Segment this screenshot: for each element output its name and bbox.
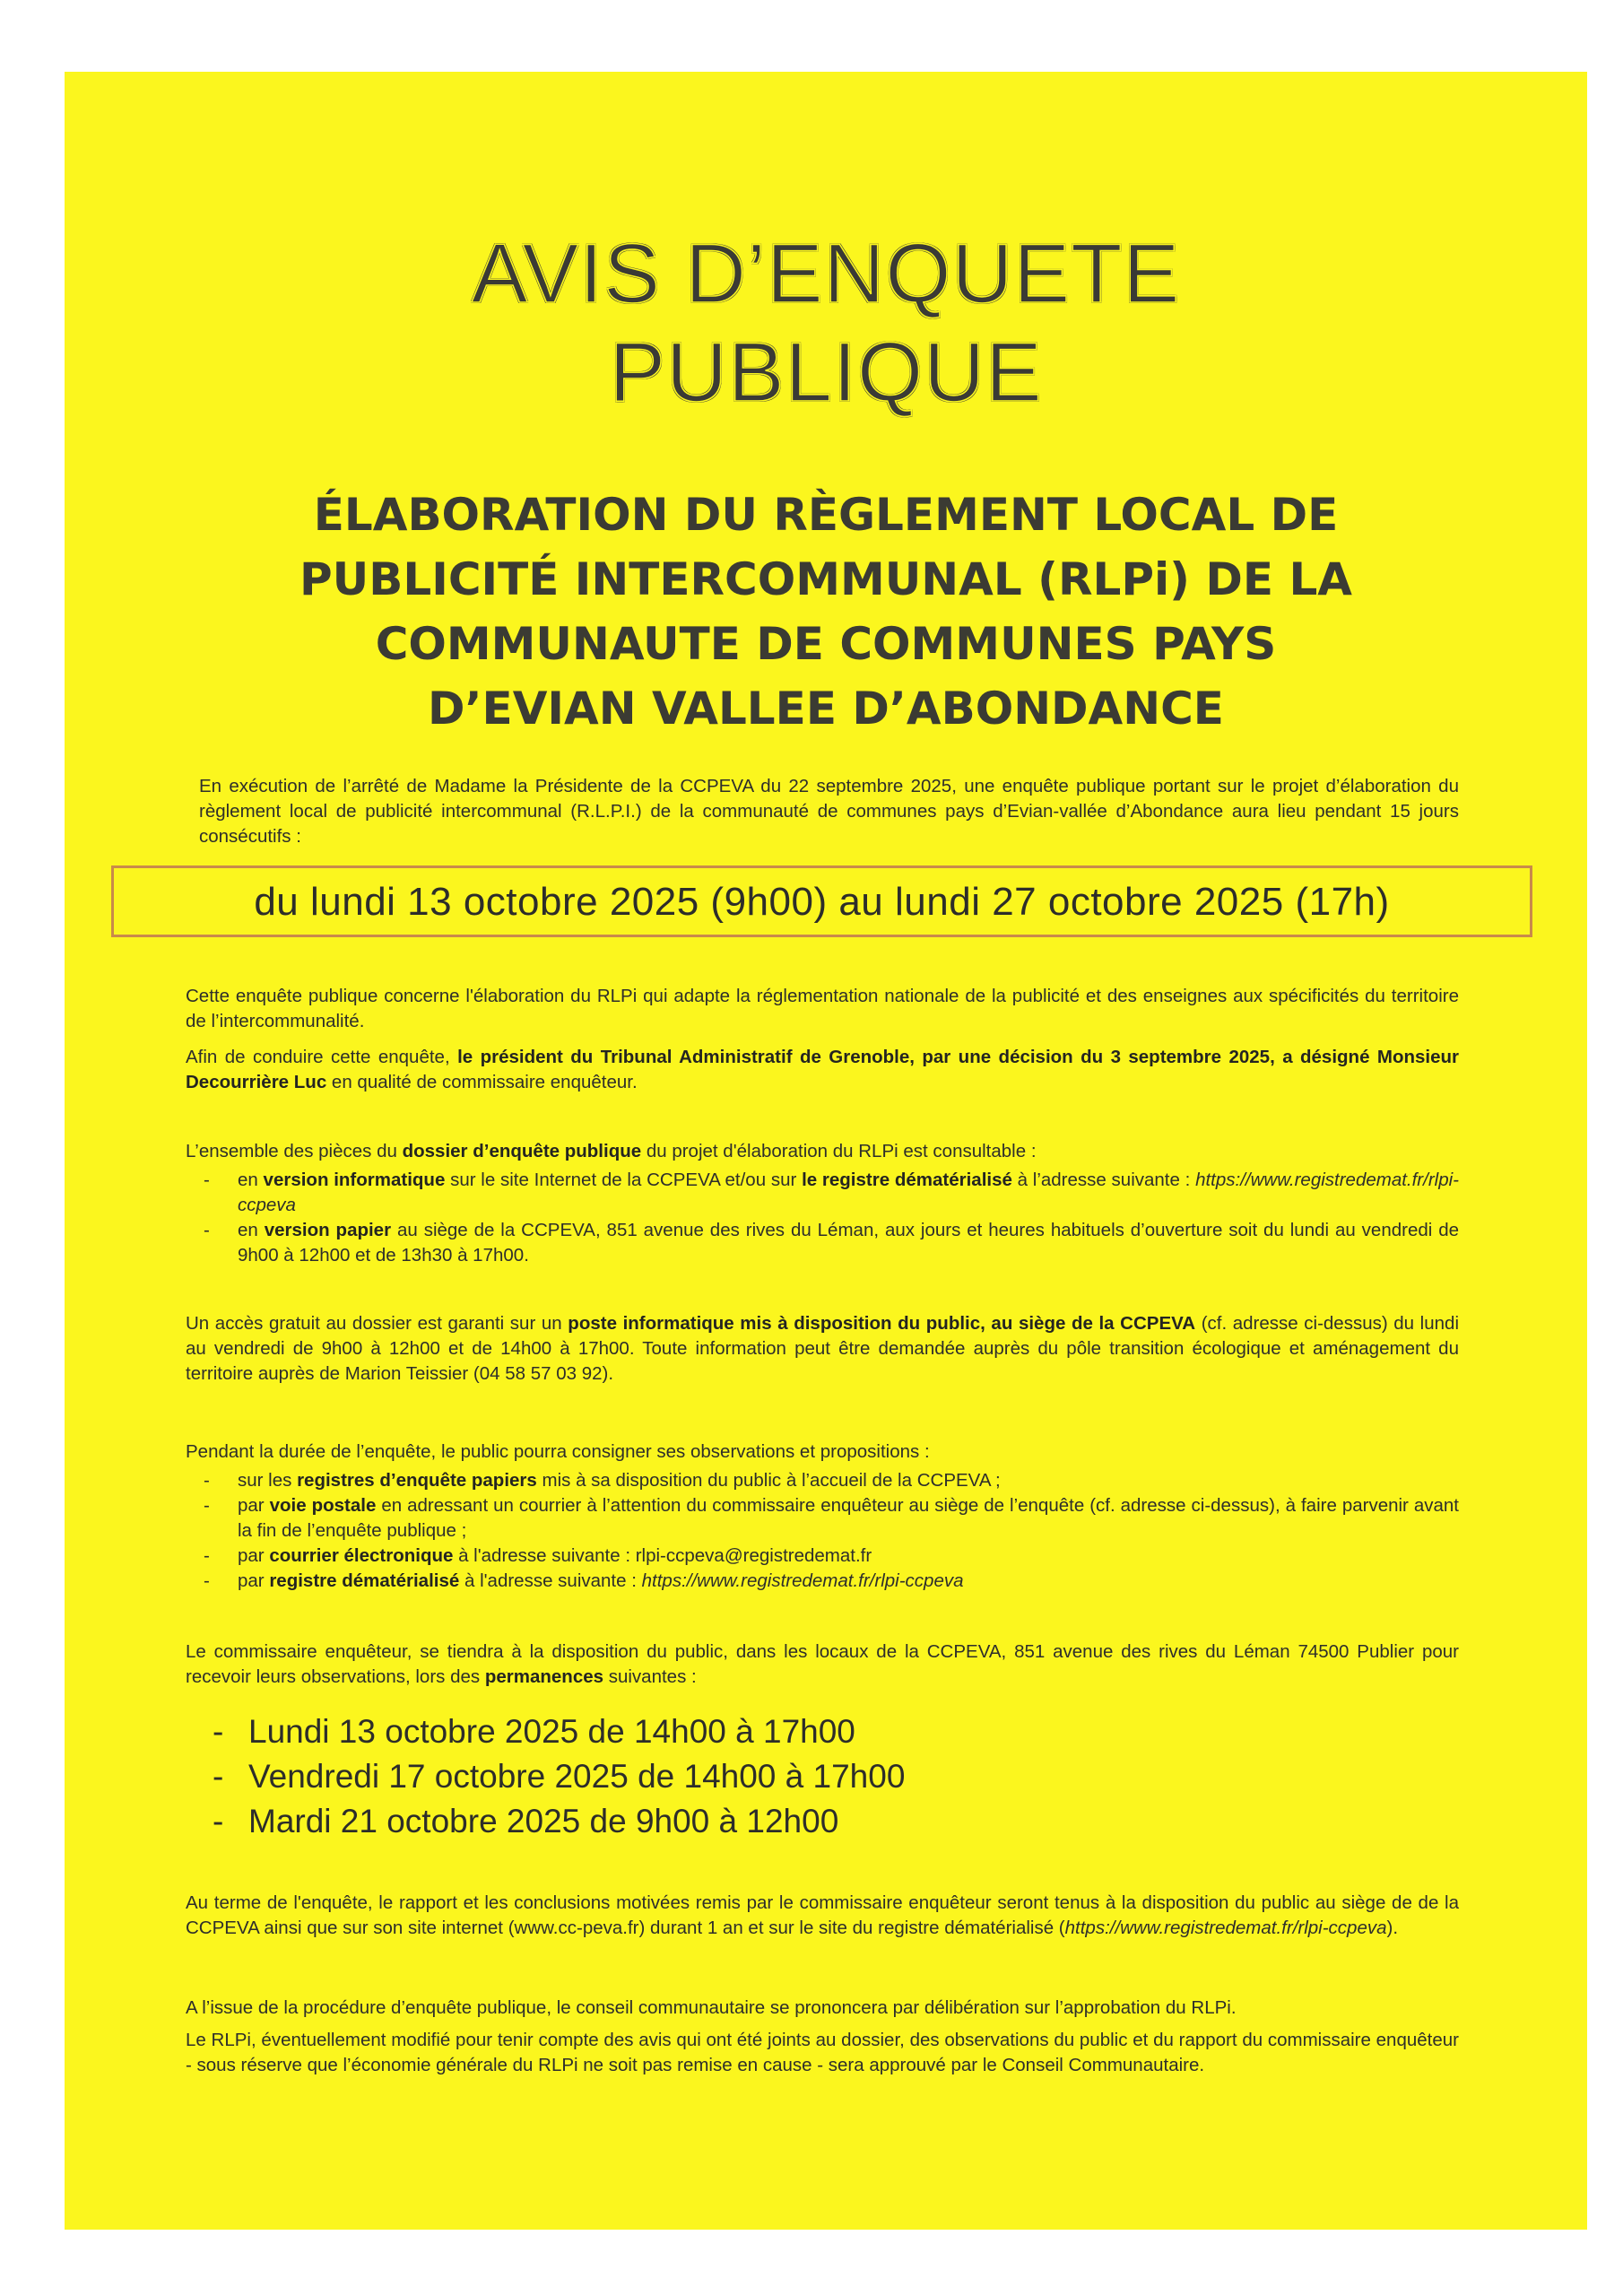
title-line-2: PUBLIQUE xyxy=(609,325,1043,419)
observations-paragraph xyxy=(186,1439,1459,1594)
dossier-intro: L’ensemble des pièces du dossier d’enquête publique du projet d'élaboration du RLPi est consultable : xyxy=(186,1141,1037,1161)
report-paragraph: Au terme de l'enquête, le rapport et les conclusions motivées remis par le commissaire enquêteur seront tenus à la disposition du public au siège de de la CCPEVA ainsi que sur son site internet (www.cc-peva.fr) durant 1 an et sur le site du registre dématérialisé (https://www.registredemat.fr/rlpi-ccpeva). xyxy=(186,1892,1459,1938)
permanences-intro: Le commissaire enquêteur, se tiendra à la disposition du public, dans les locaux de la CCPEVA, 851 avenue des rives du Léman 74500 Publier pour recevoir leurs observations, lors des permanences suivantes : xyxy=(186,1641,1459,1687)
subtitle-line-3: COMMUNAUTE DE COMMUNES PAYS xyxy=(375,618,1277,670)
registre-link[interactable]: https://www.registredemat.fr/rlpi-ccpeva xyxy=(1064,1918,1387,1938)
notice-poster xyxy=(65,72,1587,2230)
purpose-paragraph: Cette enquête publique concerne l'élaboration du RLPi qui adapte la réglementation nationale de la publicité et des enseignes aux spécificités du territoire de l’intercommunalité. xyxy=(186,986,1459,1031)
permanence-item: - Vendredi 17 octobre 2025 de 14h00 à 17h00 xyxy=(213,1758,906,1795)
dossier-paragraph xyxy=(186,1139,1459,1268)
list-item: - en version informatique sur le site Internet de la CCPEVA et/ou sur le registre dématérialisé à l’adresse suivante : https://www.registredemat.fr/rlpi-ccpeva xyxy=(186,1168,1459,1218)
observations-list xyxy=(186,1468,1459,1594)
list-item: - en version papier au siège de la CCPEVA, 851 avenue des rives du Léman, aux jours et heures habituels d’ouverture soit du lundi au vendredi de 9h00 à 12h00 et de 13h30 à 17h00. xyxy=(186,1218,1459,1268)
intro-paragraph: En exécution de l’arrêté de Madame la Présidente de la CCPEVA du 22 septembre 2025, une enquête publique portant sur le projet d’élaboration du règlement local de publicité intercommunal (R.L.P.I.) de la communauté de communes pays d’Evian-vallée d’Abondance aura lieu pendant 15 jours consécutifs : xyxy=(199,776,1459,847)
enquiry-period-text: du lundi 13 octobre 2025 (9h00) au lundi 27 octobre 2025 (17h) xyxy=(254,880,1390,924)
list-item: - par voie postale en adressant un courrier à l’attention du commissaire enquêteur au siège de l’enquête (cf. adresse ci-dessus), à faire parvenir avant la fin de l’enquête publique ; xyxy=(186,1493,1459,1544)
enquiry-period-box xyxy=(111,865,1532,937)
list-item: - par registre dématérialisé à l'adresse suivante : https://www.registredemat.fr/rlpi-ccpeva xyxy=(186,1569,1459,1594)
subtitle-line-2: PUBLICITÉ INTERCOMMUNAL (RLPi) DE LA xyxy=(299,553,1352,605)
title-line-1: AVIS D’ENQUETE xyxy=(471,226,1181,320)
permanences-list xyxy=(213,1709,1289,1844)
observations-intro: Pendant la durée de l’enquête, le public pourra consigner ses observations et propositions : xyxy=(186,1441,930,1462)
list-item: - sur les registres d’enquête papiers mis à sa disposition du public à l’accueil de la CCPEVA ; xyxy=(186,1468,1459,1493)
approval-paragraph: A l’issue de la procédure d’enquête publique, le conseil communautaire se prononcera par délibération sur l’approbation du RLPi. xyxy=(186,1997,1237,2018)
subtitle-line-1: ÉLABORATION DU RÈGLEMENT LOCAL DE xyxy=(313,489,1339,541)
list-item: - par courrier électronique à l'adresse suivante : rlpi-ccpeva@registredemat.fr xyxy=(186,1544,1459,1569)
commissioner-paragraph: Afin de conduire cette enquête, le président du Tribunal Administratif de Grenoble, par une décision du 3 septembre 2025, a désigné Monsieur Decourrière Luc en qualité de commissaire enquêteur. xyxy=(186,1047,1459,1092)
final-paragraph: Le RLPi, éventuellement modifié pour tenir compte des avis qui ont été joints au dossier, des observations du public et du rapport du commissaire enquêteur - sous réserve que l’économie générale du RLPi ne soit pas remise en cause - sera approuvé par le Conseil Communautaire. xyxy=(186,2030,1459,2075)
registre-link[interactable]: https://www.registredemat.fr/rlpi-ccpeva xyxy=(238,1170,1459,1215)
notice-title xyxy=(65,224,1587,422)
subtitle-line-4: D’EVIAN VALLEE D’ABONDANCE xyxy=(428,683,1224,735)
notice-subtitle xyxy=(65,483,1587,741)
free-access-paragraph: Un accès gratuit au dossier est garanti sur un poste informatique mis à disposition du public, au siège de la CCPEVA (cf. adresse ci-dessus) du lundi au vendredi de 9h00 à 12h00 et de 14h00 à 17h00. Toute information peut être demandée auprès du pôle transition écologique et aménagement du territoire auprès de Marion Teissier (04 58 57 03 92). xyxy=(186,1313,1459,1384)
dossier-list xyxy=(186,1168,1459,1268)
permanence-item: - Lundi 13 octobre 2025 de 14h00 à 17h00 xyxy=(213,1713,855,1750)
registre-link[interactable]: https://www.registredemat.fr/rlpi-ccpeva xyxy=(641,1570,964,1591)
permanence-item: - Mardi 21 octobre 2025 de 9h00 à 12h00 xyxy=(213,1803,839,1839)
